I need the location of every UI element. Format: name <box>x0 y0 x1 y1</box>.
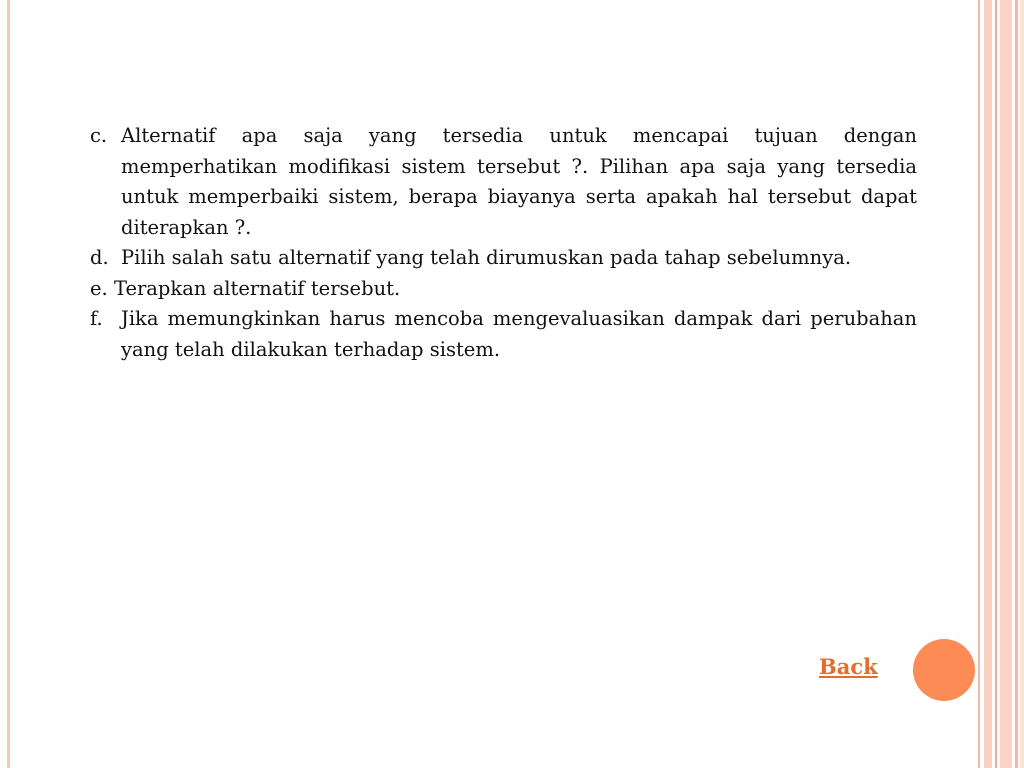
stripe <box>1020 0 1024 768</box>
list-item-text: Pilih salah satu alternatif yang telah dirumuskan pada tahap sebelumnya. <box>121 246 852 269</box>
list-item-text: Jika memungkinkan harus mencoba mengevaluasikan dampak dari perubahan yang telah dilakukan terhadap sistem. <box>121 307 917 361</box>
list-item-label: c. <box>90 124 108 147</box>
stripe <box>978 0 980 768</box>
list-item-text: Alternatif apa saja yang tersedia untuk mencapai tujuan dengan memperhatikan modifikasi sistem tersebut ?. Pilihan apa saja yang tersedia untuk memperbaiki sistem, berapa biayanya serta apakah hal tersebut dapat diterapkan ?. <box>121 124 917 239</box>
left-border-line <box>7 0 10 768</box>
stripe <box>1015 0 1018 768</box>
list-item-c <box>90 121 917 243</box>
stripe <box>984 0 992 768</box>
back-link[interactable]: Back <box>819 654 878 679</box>
stripe <box>1000 0 1012 768</box>
list-item-f <box>90 304 917 365</box>
list-item-e <box>90 274 917 305</box>
list-item-label: d. <box>90 246 109 269</box>
content-list <box>90 121 917 365</box>
list-item-text: Terapkan alternatif tersebut. <box>113 276 401 300</box>
list-item-label: f. <box>90 307 103 330</box>
nav-circle-button[interactable] <box>913 639 975 701</box>
list-item-d <box>90 243 917 274</box>
right-decorative-stripes <box>978 0 1024 768</box>
list-item-label: e. <box>90 276 108 300</box>
stripe <box>995 0 997 768</box>
